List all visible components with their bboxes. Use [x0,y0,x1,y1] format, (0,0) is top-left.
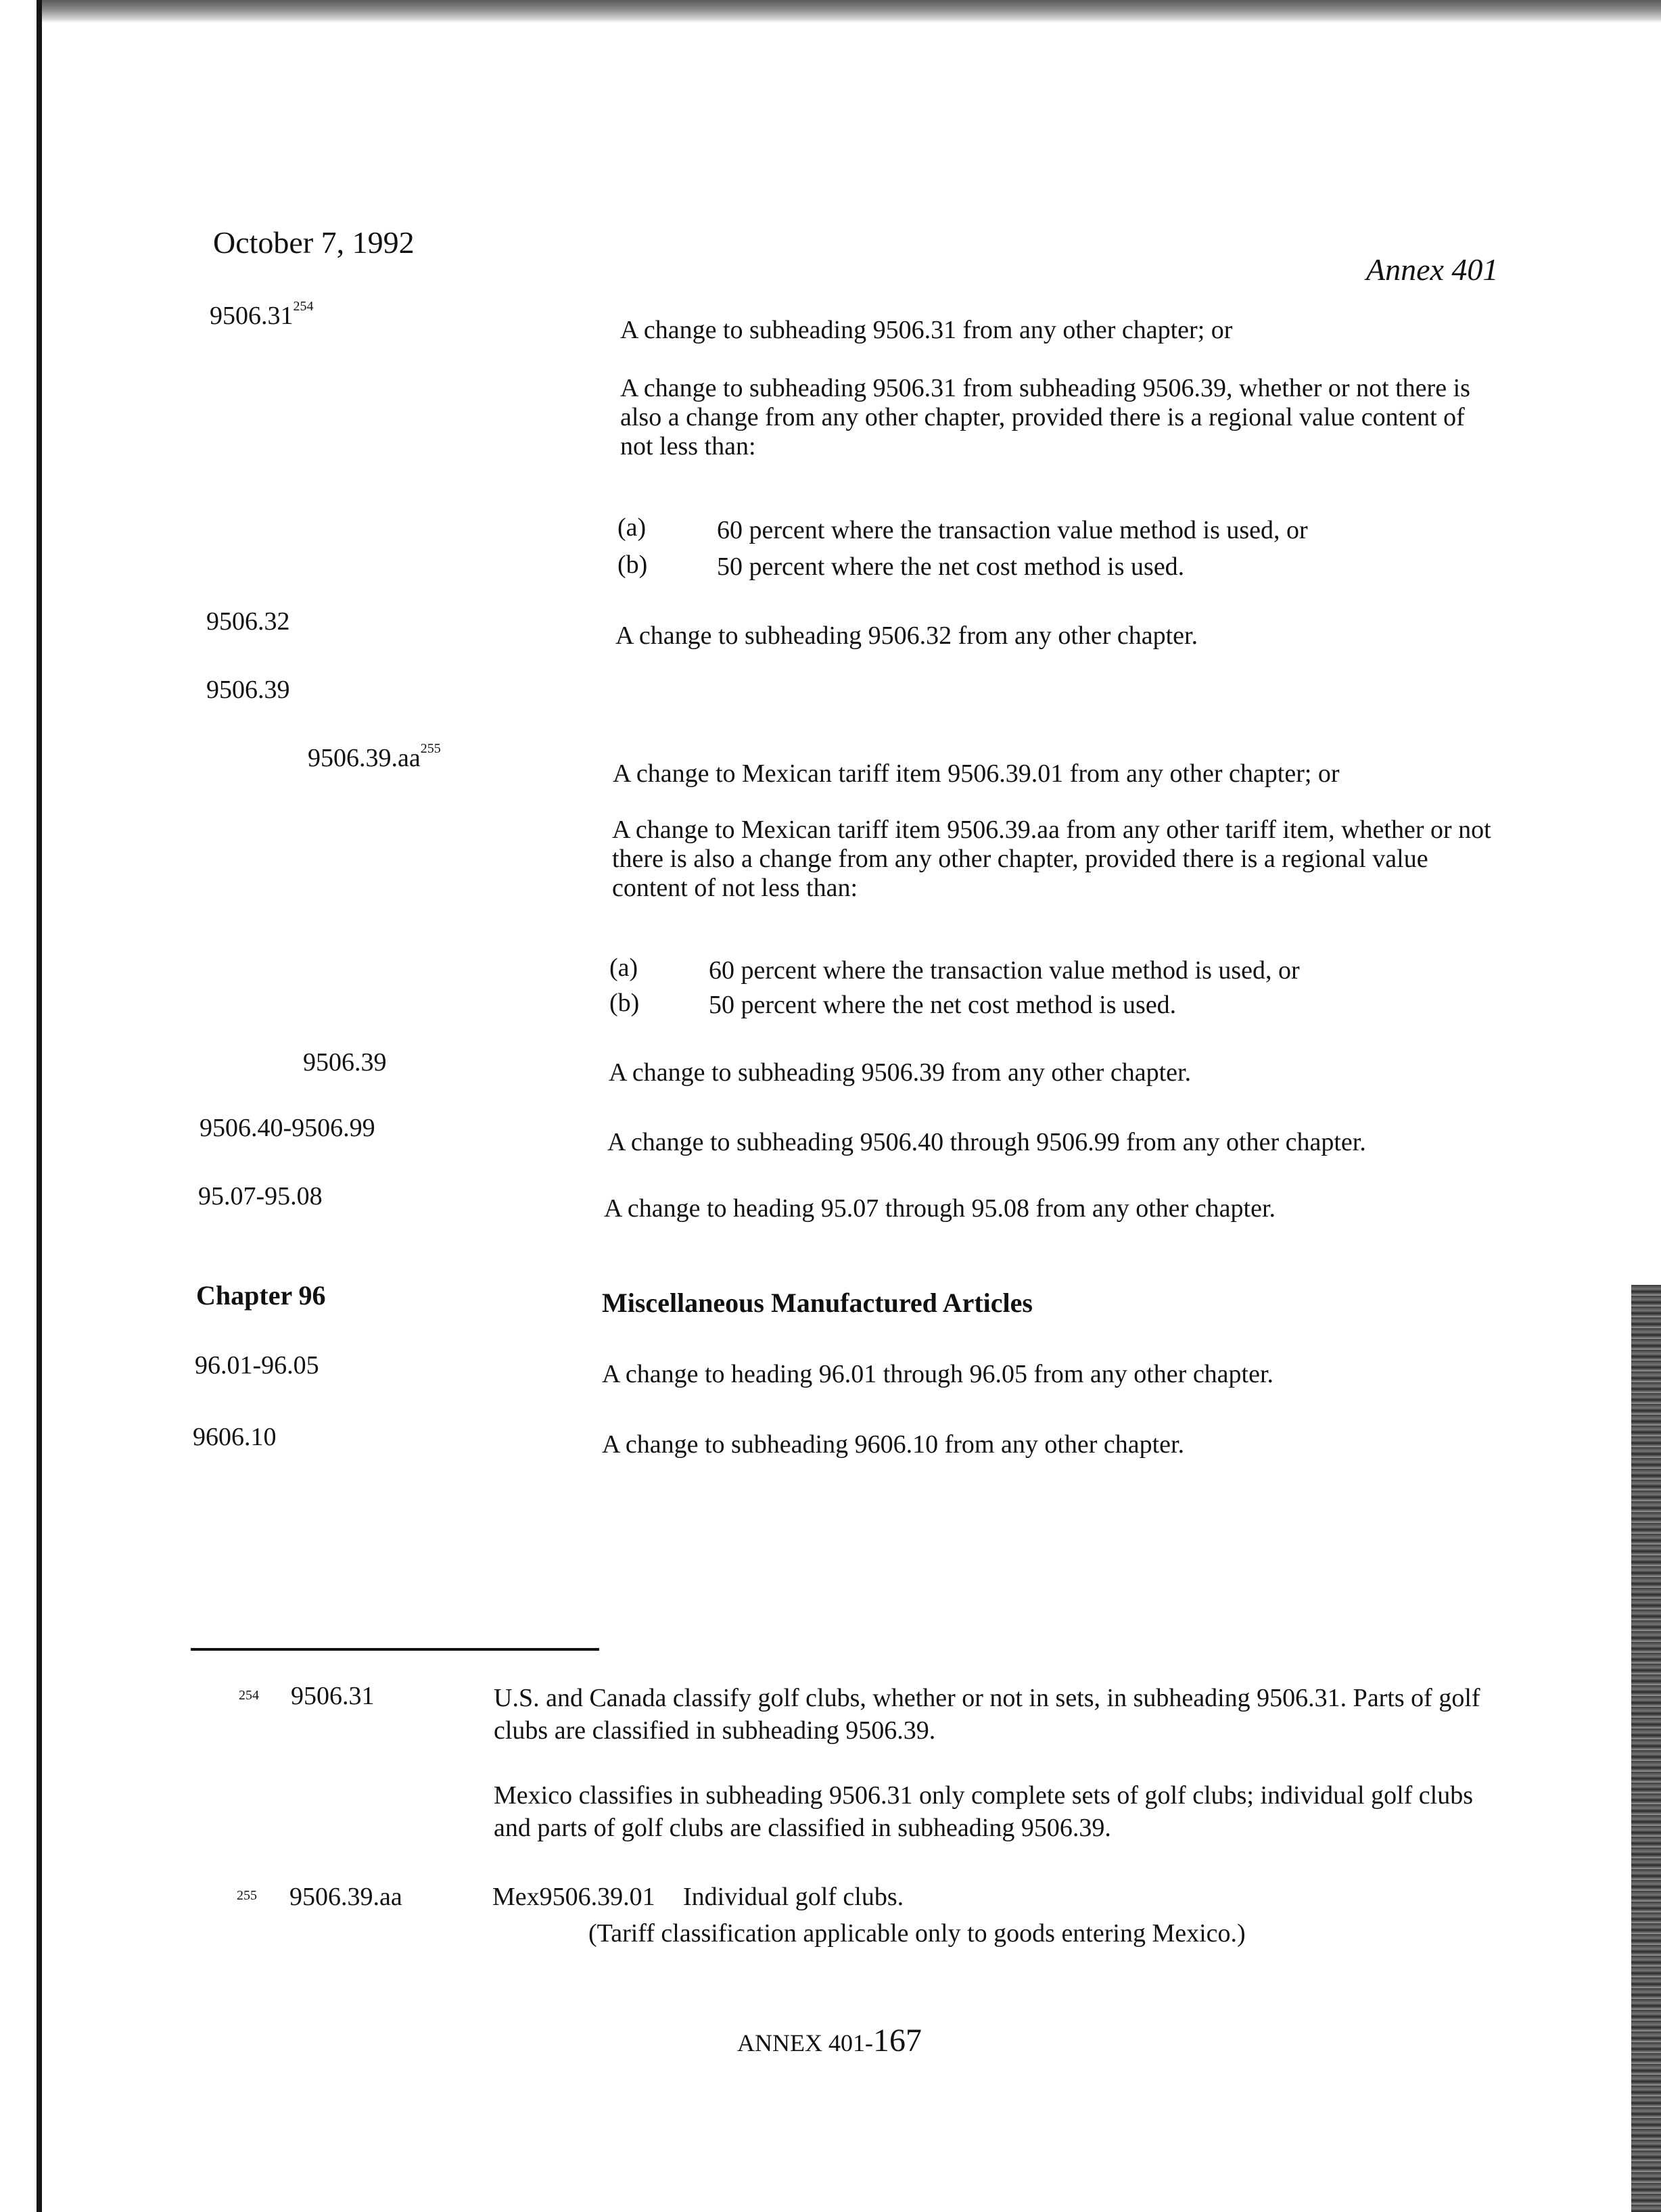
rule-text: A change to subheading 9506.31 from any other chapter; or [620,316,1233,344]
tariff-code [210,301,314,331]
page-label: ANNEX 401- [737,2029,873,2056]
rule-text: A change to subheading 9606.10 from any other chapter. [602,1430,1185,1459]
list-label-b: (b) [609,989,640,1017]
footnote-code: 9506.39.aa [289,1883,402,1911]
tariff-code: 9506.39 [206,676,290,704]
tariff-code: 9506.32 [206,607,290,636]
list-label-a: (a) [609,954,638,982]
list-label-b: (b) [617,550,648,579]
rule-text: A change to subheading 9506.40 through 9506.99 from any other chapter. [607,1128,1366,1156]
tariff-code: 9506.40-9506.99 [200,1114,375,1142]
scan-edge-right [1631,1285,1661,2212]
tariff-code: 9506.39 [303,1048,387,1077]
chapter-heading: Chapter 96 [196,1280,326,1311]
list-item-a: 60 percent where the transaction value method is used, or [709,956,1300,985]
tariff-code: 96.01-96.05 [195,1351,319,1380]
page-number [737,2022,922,2059]
scan-edge-top [0,0,1661,23]
footnote-number: 254 [239,1688,259,1703]
rule-text: A change to heading 95.07 through 95.08 from any other chapter. [604,1194,1276,1223]
footnote-paragraph: Mexico classifies in subheading 9506.31 only complete sets of golf clubs; individual golf clubs and parts of golf clubs are classified in subheading 9506.39. [494,1781,1473,1842]
footnote-item-code: Mex9506.39.01 [492,1883,655,1911]
rule-text: A change to subheading 9506.39 from any other chapter. [609,1058,1192,1087]
page-number-value: 167 [872,2023,922,2058]
rule-paragraph: A change to Mexican tariff item 9506.39.aa from any other tariff item, whether or not there is also a change from any other chapter, provided there is a regional value content of not less than: [612,816,1491,902]
rule-paragraph: A change to subheading 9506.31 from subheading 9506.39, whether or not there is also a change from any other chapter, provided there is a regional value content of not less than: [620,374,1470,461]
footnote-code: 9506.31 [291,1682,375,1710]
chapter-title: Miscellaneous Manufactured Articles [602,1288,1033,1318]
list-item-a: 60 percent where the transaction value method is used, or [717,516,1308,544]
document-date: October 7, 1992 [213,225,415,260]
tariff-code: 9606.10 [193,1423,277,1451]
list-item-b: 50 percent where the net cost method is used. [717,552,1185,581]
footnote-note: (Tariff classification applicable only to goods entering Mexico.) [588,1919,1246,1948]
footnote-ref: 254 [293,299,314,314]
annex-title: Annex 401 [1366,252,1499,287]
rule-text: A change to subheading 9506.32 from any other chapter. [615,621,1198,650]
tariff-code: 95.07-95.08 [198,1182,323,1210]
tariff-code-text: 9506.39.aa [308,744,421,772]
rule-text: A change to heading 96.01 through 96.05 from any other chapter. [602,1360,1274,1388]
footnote-paragraph: U.S. and Canada classify golf clubs, whether or not in sets, in subheading 9506.31. Parts of golf clubs are classified in subheading 9506.39. [494,1684,1480,1745]
footnote-number: 255 [237,1888,257,1903]
footnote-divider [191,1648,599,1651]
tariff-code [308,743,441,773]
list-item-b: 50 percent where the net cost method is used. [709,991,1177,1019]
footnote-item-desc: Individual golf clubs. [683,1883,904,1911]
rule-text: A change to Mexican tariff item 9506.39.01 from any other chapter; or [613,759,1340,788]
scan-edge-left [0,0,42,2212]
footnote-ref: 255 [420,741,441,757]
list-label-a: (a) [617,513,647,542]
tariff-code-text: 9506.31 [210,302,294,330]
